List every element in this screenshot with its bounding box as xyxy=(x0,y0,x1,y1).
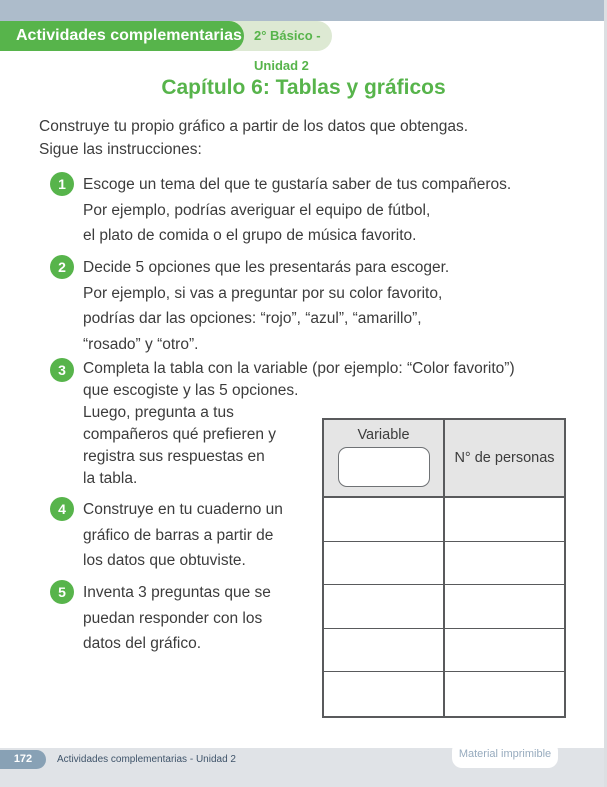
table-cell-option[interactable] xyxy=(324,585,445,628)
step-number-badge: 2 xyxy=(50,255,74,279)
table-cell-count[interactable] xyxy=(445,542,564,585)
printable-material-tag: Material imprimible xyxy=(452,741,558,768)
step-text-line: Por ejemplo, podrías averiguar el equipo de fútbol, xyxy=(83,201,431,219)
step-text-line: que escogiste y las 5 opciones. xyxy=(83,382,299,399)
step-text-line: Por ejemplo, si vas a preguntar por su color favorito, xyxy=(83,284,443,302)
step-text-line: Escoge un tema del que te gustaría saber de tus compañeros. xyxy=(83,176,512,193)
table-header-variable xyxy=(324,420,445,496)
step-2 xyxy=(50,255,449,357)
step-text-line: puedan responder con los xyxy=(83,609,263,627)
intro-line: Sigue las instrucciones: xyxy=(39,141,202,158)
variable-header-label: Variable xyxy=(357,427,410,443)
step-text-line: registra sus respuestas en xyxy=(83,448,265,465)
grade-unit-label: 2° Básico - Unidad 2 xyxy=(254,28,321,73)
table-cell-count[interactable] xyxy=(445,498,564,541)
step-text-line: el plato de comida o el grupo de música favorito. xyxy=(83,227,417,244)
page-number-badge: 172 xyxy=(0,750,46,769)
table-row xyxy=(324,542,564,586)
table-cell-option[interactable] xyxy=(324,672,445,716)
top-bar xyxy=(0,0,607,21)
page-title: Capítulo 6: Tablas y gráficos xyxy=(161,76,446,99)
table-cell-option[interactable] xyxy=(324,498,445,541)
table-cell-option[interactable] xyxy=(324,542,445,585)
step-5 xyxy=(50,580,271,657)
step-text-line: podrías dar las opciones: “rojo”, “azul”, “amarillo”, xyxy=(83,310,422,327)
step-text-line: datos del gráfico. xyxy=(83,635,202,652)
step-text-line: los datos que obtuviste. xyxy=(83,552,246,569)
data-table xyxy=(322,418,566,718)
step-text-line: Luego, pregunta a tus xyxy=(83,404,234,421)
section-badge xyxy=(0,21,244,51)
table-cell-count[interactable] xyxy=(445,585,564,628)
intro-paragraph xyxy=(39,115,468,161)
intro-line: Construye tu propio gráfico a partir de los datos que obtengas. xyxy=(39,118,469,135)
step-number-badge: 4 xyxy=(50,497,74,521)
variable-input-box[interactable] xyxy=(338,447,430,487)
step-text-line: Construye en tu cuaderno un xyxy=(83,501,283,518)
table-row xyxy=(324,498,564,542)
section-badge-label: Actividades complementarias xyxy=(16,27,242,44)
table-row xyxy=(324,672,564,716)
step-number-badge: 3 xyxy=(50,358,74,382)
table-row xyxy=(324,585,564,629)
step-text-line: compañeros qué prefieren y xyxy=(83,426,277,443)
table-row xyxy=(324,629,564,673)
footer-label: Actividades complementarias - Unidad 2 xyxy=(57,754,236,765)
table-cell-count[interactable] xyxy=(445,672,564,716)
step-1 xyxy=(50,172,511,249)
step-text-line: “rosado” y “otro”. xyxy=(83,335,199,353)
step-4 xyxy=(50,497,283,574)
step-text-line: Completa la tabla con la variable (por ejemplo: “Color favorito”) xyxy=(83,360,515,377)
step-text-line: la tabla. xyxy=(83,470,138,487)
step-number-badge: 5 xyxy=(50,580,74,604)
step-text-line: Inventa 3 preguntas que se xyxy=(83,584,271,601)
table-header-count: N° de personas xyxy=(454,450,555,466)
step-text-line: gráfico de barras a partir de xyxy=(83,526,274,544)
table-cell-option[interactable] xyxy=(324,629,445,672)
step-text-line: Decide 5 opciones que les presentarás para escoger. xyxy=(83,259,450,276)
table-cell-count[interactable] xyxy=(445,629,564,672)
step-number-badge: 1 xyxy=(50,172,74,196)
table-header-row xyxy=(324,420,564,498)
